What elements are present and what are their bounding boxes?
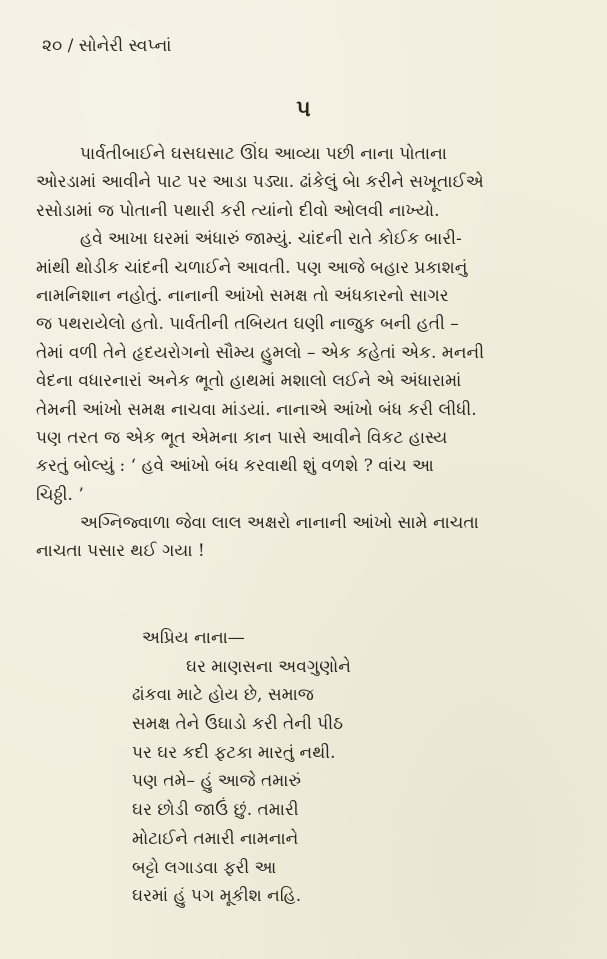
text-line: જ પથરાયેલો હતો. પાર્વતીની તબિયત ઘણી નાજુક બની હતી – [36, 314, 459, 335]
text-line: હવે આખા ઘરમાં અંધારું જામ્યું. ચાંદની રાતે કોઈક બારી- [80, 229, 462, 250]
text-line: માંથી થોડીક ચાંદની ચળાઈને આવતી. પણ આજે બહાર પ્રકાશનું [36, 257, 468, 278]
running-header: ૨૦ / સોનેરી સ્વપ્નાં [42, 36, 172, 56]
text-line: વેદના વધારનારાં અનેક ભૂતો હાથમાં મશાલો લઈને એ અંધારામાં [36, 371, 462, 392]
chapter-number: ૫ [296, 96, 311, 122]
text-line: અગ્નિજ્વાળા જેવા લાલ અક્ષરો નાનાની આંખો સામે નાચતા [80, 513, 479, 534]
poem-line: પર ઘર કદી ફટકા મારતું નથી. [132, 742, 336, 763]
body-text [36, 140, 574, 566]
poem-line: બટ્ટો લગાડવા ફરી આ [132, 857, 277, 878]
text-line: નાચતા પસાર થઈ ગયા ! [36, 541, 205, 562]
poem-line: ઘર છોડી જાઉં છું. તમારી [132, 800, 299, 821]
poem-line: પણ તમે– હું આજે તમારું [132, 771, 301, 792]
poem-line: મોટાઈને તમારી નામનાને [132, 828, 299, 849]
poem-line: ઘર માણસના અવગુણોને [186, 656, 351, 677]
text-line: તેમની આંખો સમક્ષ નાચવા માંડયાં. નાનાએ આંખો બંધ કરી લીધી. [36, 399, 477, 420]
letter-salutation: અપ્રિય નાના— [142, 628, 245, 648]
poem-line: ઘરમાં હું પગ મૂકીશ નહિ. [132, 886, 302, 907]
text-line: રસોડામાં જ પોતાની પથારી કરી ત્યાંનો દીવો ઓલવી નાખ્યો. [36, 200, 440, 221]
text-line: તેમાં વળી તેને હૃદયરોગનો સૌમ્ય હુમલો – એક કહેતાં એક. મનની [36, 342, 485, 363]
text-line: ઓરડામાં આવીને પાટ પર આડા પડ્યા. ઢાંકેલું બેા કરીને સખૂતાઈએ [36, 172, 484, 193]
text-line: પણ તરત જ એક ભૂત એમના કાન પાસે આવીને વિકટ હાસ્ય [36, 427, 448, 448]
text-line: નામનિશાન નહોતું. નાનાની આંખો સમક્ષ તો અંધકારનો સાગર [36, 285, 449, 306]
poem-line: સમક્ષ તેને ઉઘાડો કરી તેની પીઠ [132, 714, 344, 735]
text-line: પાર્વતીબાઈને ઘસઘસાટ ઊંઘ આવ્યા પછી નાના પોતાના [80, 144, 447, 164]
text-line: ચિઠ્ઠી. ’ [36, 484, 84, 505]
poem-line: ઢાંકવા માટે હોય છે, સમાજ [132, 685, 314, 706]
letter-poem [0, 624, 607, 911]
text-line: કરતું બોલ્યું : ‘ હવે આંખો બંધ કરવાથી શું વળશે ? વાંચ આ [36, 456, 434, 477]
